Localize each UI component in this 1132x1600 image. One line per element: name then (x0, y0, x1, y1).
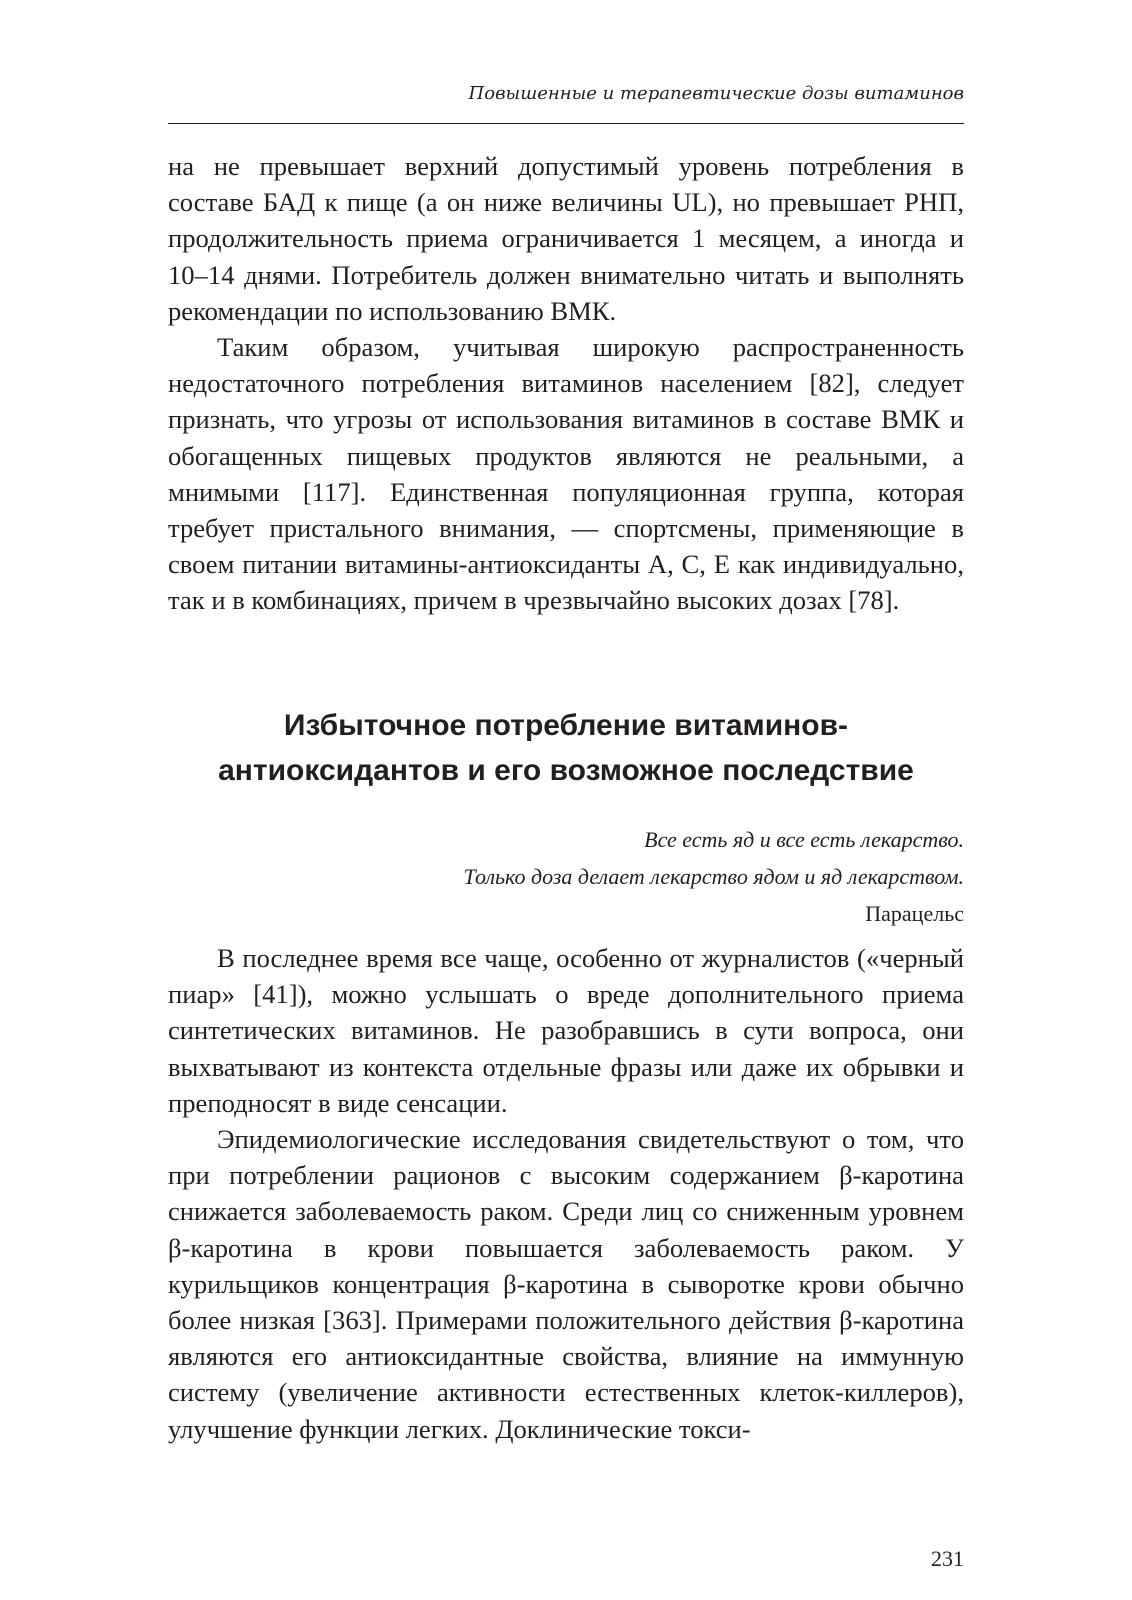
page-number: 231 (931, 1546, 964, 1571)
paragraph: Таким образом, учитывая широкую распространенность недостаточного потребления витаминов населением [82], следует признать, что угрозы от использования витаминов в составе ВМК и обогащенных пищевых продуктов являются не реальными, а мнимыми [117]. Единственная популяционная группа, которая требует пристального внимания, — спортсмены, применяющие в своем питании витамины-антиоксиданты А, С, Е как индивидуально, так и в комбинациях, причем в чрезвычайно высоких дозах [78]. (168, 332, 964, 616)
epigraph-line: Все есть яд и все есть лекарство. (644, 827, 964, 852)
section-title-line: антиоксидантов и его возможное последствие (218, 754, 914, 787)
body-text-block (168, 940, 964, 1447)
section-title (168, 703, 964, 793)
intro-text-block (168, 148, 964, 619)
section-title-line: Избыточное потребление витаминов- (283, 709, 849, 742)
running-header: Повышенные и терапевтические дозы витаминов (468, 83, 964, 104)
epigraph (300, 821, 964, 932)
paragraph-continued: на не превышает верхний допустимый уровень потребления в составе БАД к пище (а он ниже величины UL), но превышает РНП, продолжительность приема ограничивается 1 месяцем, а иногда и 10–14 днями. Потребитель должен внимательно читать и выполнять рекомендации по использованию ВМК. (168, 151, 964, 326)
epigraph-line: Только доза делает лекарство ядом и яд лекарством. (463, 864, 964, 889)
paragraph: В последнее время все чаще, особенно от журналистов («черный пиар» [41]), можно услышать о вреде дополнительного приема синтетических витаминов. Не разобравшись в сути вопроса, они выхватывают из контекста отдельные фразы или даже их обрывки и преподносят в виде сенсации. (168, 943, 964, 1118)
paragraph: Эпидемиологические исследования свидетельствуют о том, что при потреблении рационов с высоким содержанием β-каротина снижается заболеваемость раком. Среди лиц со сниженным уровнем β-каротина в крови повышается заболеваемость раком. У курильщиков концентрация β-каротина в сыворотке крови обычно более низкая [363]. Примерами положительного действия β-каротина являются его антиоксидантные свойства, влияние на иммунную систему (увеличение активности естественных клеток-киллеров), улучшение функции легких. Доклинические токси- (168, 1124, 964, 1444)
header-rule (168, 123, 964, 124)
epigraph-author: Парацельс (865, 901, 964, 926)
